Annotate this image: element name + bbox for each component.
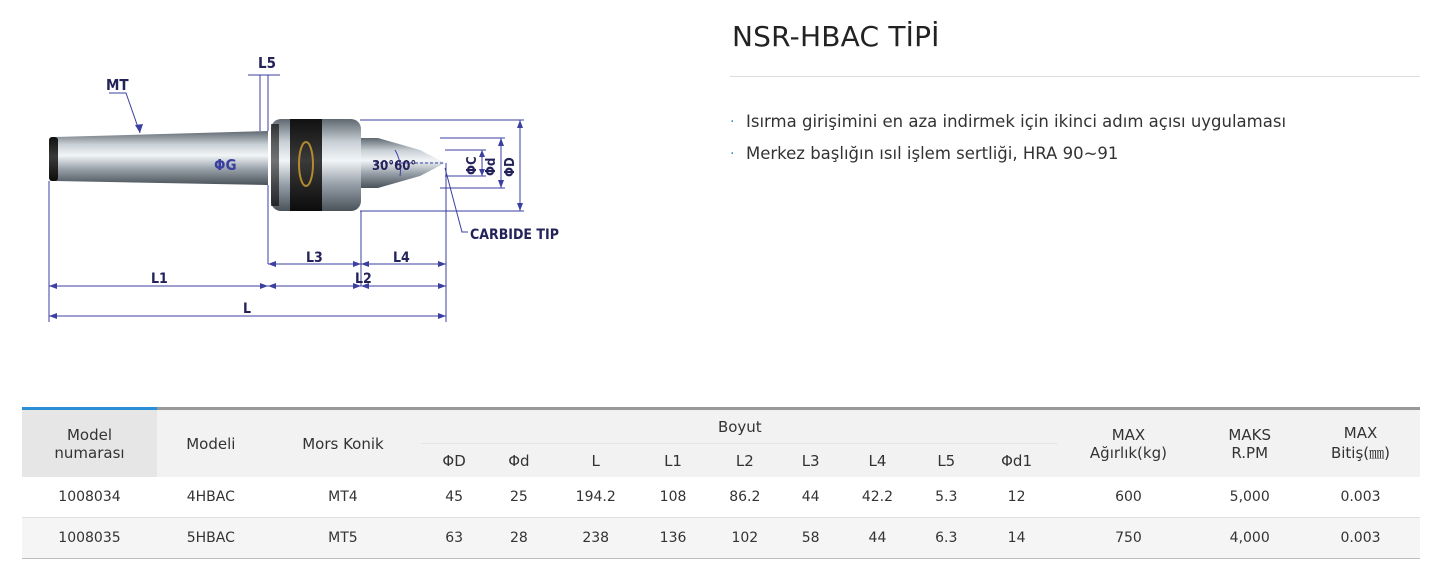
angle-label: 30°60° <box>372 159 417 174</box>
cell-dim: 14 <box>975 518 1059 559</box>
cell-dim: 102 <box>705 518 784 559</box>
header-model: Modeli <box>157 409 265 478</box>
l-label: L <box>243 301 252 317</box>
cell-dim: 45 <box>421 477 487 518</box>
phi-d-small-label: Φd <box>484 157 499 176</box>
spec-table <box>22 407 1420 559</box>
cell-model: 4HBAC <box>157 477 265 518</box>
header-dim: ΦD <box>421 444 487 478</box>
l3-label: L3 <box>306 250 323 266</box>
bullet-dot-icon: · <box>730 146 735 162</box>
l4-label: L4 <box>393 250 410 266</box>
header-dim: Φd <box>487 444 551 478</box>
header-max-rpm: MAKS R.PM <box>1198 409 1301 478</box>
bullet-dot-icon: · <box>730 114 735 130</box>
title-divider <box>730 76 1420 77</box>
phi-d-big-label: ΦD <box>503 157 518 177</box>
header-dim: L4 <box>837 444 918 478</box>
cell-max-rpm: 4,000 <box>1198 518 1301 559</box>
cell-dim: 12 <box>975 477 1059 518</box>
cell-max-finish: 0.003 <box>1301 477 1420 518</box>
l1-label: L1 <box>151 271 168 287</box>
table-row <box>22 518 1420 559</box>
live-center-diagram <box>0 0 700 360</box>
cell-dim: 136 <box>641 518 706 559</box>
cell-dim: 86.2 <box>705 477 784 518</box>
carbide-tip-label: CARBIDE TIP <box>470 227 559 243</box>
cell-model-number: 1008034 <box>22 477 157 518</box>
cell-dim: 28 <box>487 518 551 559</box>
feature-text: Merkez başlığın ısıl işlem sertliği, HRA 90~91 <box>746 144 1119 163</box>
cell-dim: 63 <box>421 518 487 559</box>
header-dim: L2 <box>705 444 784 478</box>
cell-max-weight: 750 <box>1058 518 1198 559</box>
body-collar <box>290 119 322 211</box>
header-morse-taper: Mors Konik <box>265 409 422 478</box>
cell-model-number: 1008035 <box>22 518 157 559</box>
cell-dim: 58 <box>784 518 837 559</box>
cell-dim: 5.3 <box>918 477 975 518</box>
cell-max-weight: 600 <box>1058 477 1198 518</box>
cell-dim: 238 <box>551 518 641 559</box>
cell-dim: 44 <box>837 518 918 559</box>
cell-dim: 108 <box>641 477 706 518</box>
product-title: NSR-HBAC TİPİ <box>732 20 940 53</box>
header-boyut: Boyut <box>421 409 1058 444</box>
header-dim: Φd1 <box>975 444 1059 478</box>
mt-label: MT <box>106 76 129 94</box>
cell-morse-taper: MT5 <box>265 518 422 559</box>
header-dim: L3 <box>784 444 837 478</box>
table-row <box>22 477 1420 518</box>
shank-end <box>49 137 58 181</box>
cell-dim: 25 <box>487 477 551 518</box>
cell-morse-taper: MT4 <box>265 477 422 518</box>
feature-item <box>730 138 1286 170</box>
cell-max-rpm: 5,000 <box>1198 477 1301 518</box>
cell-dim: 44 <box>784 477 837 518</box>
l2-label: L2 <box>355 271 372 287</box>
feature-item <box>730 106 1286 138</box>
phi-c-label: ΦC <box>465 156 480 175</box>
cell-model: 5HBAC <box>157 518 265 559</box>
header-model-number: Model numarası <box>22 409 157 478</box>
cell-dim: 194.2 <box>551 477 641 518</box>
cell-max-finish: 0.003 <box>1301 518 1420 559</box>
header-dim: L <box>551 444 641 478</box>
cell-dim: 6.3 <box>918 518 975 559</box>
feature-text: Isırma girişimini en aza indirmek için ikinci adım açısı uygulaması <box>746 112 1287 131</box>
header-max-finish: MAX Bitiş(㎜) <box>1301 409 1420 478</box>
header-dim: L1 <box>641 444 706 478</box>
feature-list <box>730 106 1286 170</box>
phi-g-label: ΦG <box>214 156 237 174</box>
cell-dim: 42.2 <box>837 477 918 518</box>
l5-label: L5 <box>258 54 276 72</box>
header-max-weight: MAX Ağırlık(kg) <box>1058 409 1198 478</box>
header-dim: L5 <box>918 444 975 478</box>
